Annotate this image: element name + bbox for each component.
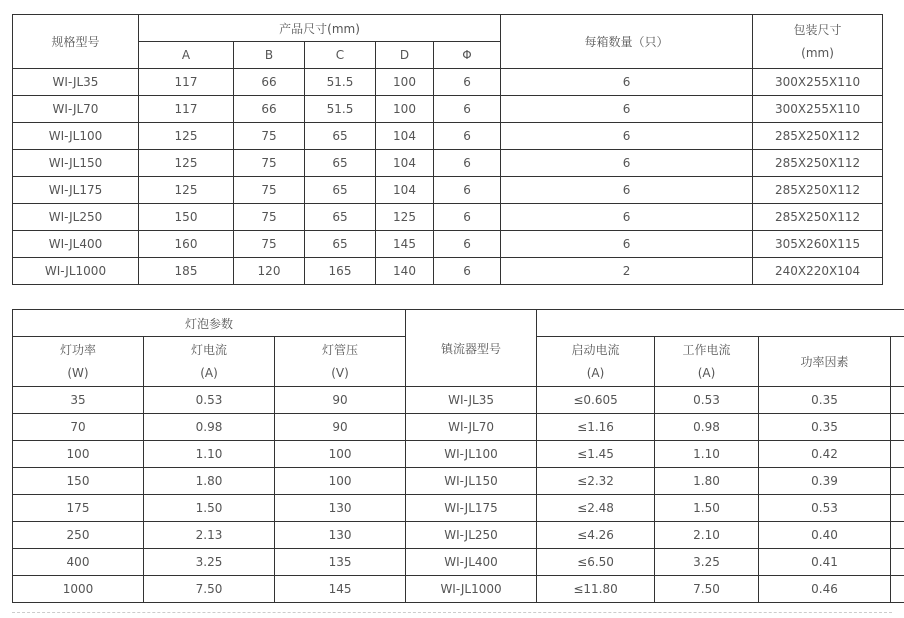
cell-model: WI-JL70 (13, 96, 139, 123)
header-pack-title: 包装尺寸 (793, 22, 842, 37)
cell-qty: 6 (501, 96, 753, 123)
header-work (655, 337, 759, 387)
cell-ballast: WI-JL70 (406, 414, 537, 441)
cell-qty: 6 (501, 204, 753, 231)
cell-power-factor: 0.41 (759, 549, 891, 576)
cell-extra (891, 414, 904, 441)
cell-model: WI-JL400 (13, 231, 139, 258)
cell-start-current: ≤4.26 (537, 522, 655, 549)
header-qty: 每箱数量（只） (501, 15, 753, 69)
cell-dim-b: 75 (234, 231, 305, 258)
cell-dim-phi: 6 (434, 177, 501, 204)
cell-dim-a: 125 (139, 123, 234, 150)
cell-dim-a: 150 (139, 204, 234, 231)
cell-power-factor: 0.39 (759, 468, 891, 495)
cell-current: 0.98 (144, 414, 275, 441)
table-row (13, 414, 904, 441)
header-work-label: 工作电流 (682, 342, 731, 357)
table-row (13, 204, 883, 231)
table-row (13, 258, 883, 285)
cell-dim-c: 65 (305, 150, 376, 177)
cell-model: WI-JL150 (13, 150, 139, 177)
table-row (13, 468, 904, 495)
header-blank-group (537, 310, 904, 337)
cell-current: 7.50 (144, 576, 275, 603)
cell-voltage: 100 (275, 441, 406, 468)
cell-qty: 6 (501, 150, 753, 177)
cell-pack-size: 305X260X115 (753, 231, 883, 258)
header-voltage (275, 337, 406, 387)
cell-power-factor: 0.53 (759, 495, 891, 522)
cell-power: 35 (13, 387, 144, 414)
cell-start-current: ≤2.48 (537, 495, 655, 522)
cell-power: 400 (13, 549, 144, 576)
header-dim-b: B (234, 42, 305, 69)
cell-current: 1.80 (144, 468, 275, 495)
cell-power: 70 (13, 414, 144, 441)
header-current (144, 337, 275, 387)
cell-dim-b: 75 (234, 177, 305, 204)
cell-power: 175 (13, 495, 144, 522)
cell-qty: 2 (501, 258, 753, 285)
cell-voltage: 90 (275, 387, 406, 414)
cell-dim-a: 125 (139, 177, 234, 204)
cell-voltage: 135 (275, 549, 406, 576)
cell-extra (891, 522, 904, 549)
header-bulb-group: 灯泡参数 (13, 310, 406, 337)
table-row (13, 96, 883, 123)
cell-model: WI-JL250 (13, 204, 139, 231)
cell-dim-d: 104 (376, 150, 434, 177)
cell-current: 1.50 (144, 495, 275, 522)
cell-pack-size: 285X250X112 (753, 177, 883, 204)
header-pack-unit: (mm) (801, 45, 834, 60)
table-row (13, 522, 904, 549)
cell-power: 250 (13, 522, 144, 549)
cell-start-current: ≤1.45 (537, 441, 655, 468)
cell-pack-size: 285X250X112 (753, 123, 883, 150)
cell-current: 1.10 (144, 441, 275, 468)
cell-dim-c: 65 (305, 123, 376, 150)
header-dim-d: D (376, 42, 434, 69)
cell-extra (891, 387, 904, 414)
table-row (13, 177, 883, 204)
header-dim-a: A (139, 42, 234, 69)
header-power (13, 337, 144, 387)
header-voltage-unit: (V) (331, 365, 349, 380)
cell-dim-c: 165 (305, 258, 376, 285)
cell-power: 150 (13, 468, 144, 495)
packaging-spec-body (13, 69, 883, 285)
cell-current: 2.13 (144, 522, 275, 549)
cell-dim-phi: 6 (434, 150, 501, 177)
cell-dim-a: 117 (139, 96, 234, 123)
header-ballast: 镇流器型号 (406, 310, 537, 387)
header-start-label: 启动电流 (571, 342, 620, 357)
cell-dim-b: 75 (234, 150, 305, 177)
cell-current: 0.53 (144, 387, 275, 414)
cell-pack-size: 285X250X112 (753, 204, 883, 231)
cell-qty: 6 (501, 69, 753, 96)
cell-voltage: 100 (275, 468, 406, 495)
cell-power: 100 (13, 441, 144, 468)
header-dim-phi: Φ (434, 42, 501, 69)
table-row (13, 69, 883, 96)
cell-dim-phi: 6 (434, 69, 501, 96)
cell-dim-b: 75 (234, 123, 305, 150)
cell-work-current: 1.80 (655, 468, 759, 495)
cell-power-factor: 0.46 (759, 576, 891, 603)
cell-dim-b: 75 (234, 204, 305, 231)
cell-work-current: 0.98 (655, 414, 759, 441)
cell-power-factor: 0.40 (759, 522, 891, 549)
cell-model: WI-JL1000 (13, 258, 139, 285)
cell-qty: 6 (501, 123, 753, 150)
cell-dim-phi: 6 (434, 231, 501, 258)
cell-dim-phi: 6 (434, 258, 501, 285)
table-row (13, 231, 883, 258)
header-work-unit: (A) (697, 365, 716, 380)
cell-dim-phi: 6 (434, 204, 501, 231)
cell-dim-d: 100 (376, 69, 434, 96)
table-row (13, 576, 904, 603)
cell-extra (891, 468, 904, 495)
cell-dim-c: 65 (305, 177, 376, 204)
header-current-label: 灯电流 (190, 342, 227, 357)
packaging-spec-table (12, 14, 883, 285)
header-power-unit: (W) (67, 365, 89, 380)
cell-power: 1000 (13, 576, 144, 603)
header-power-label: 灯功率 (59, 342, 96, 357)
cell-ballast: WI-JL100 (406, 441, 537, 468)
cell-work-current: 1.10 (655, 441, 759, 468)
cell-ballast: WI-JL250 (406, 522, 537, 549)
cell-work-current: 7.50 (655, 576, 759, 603)
cell-work-current: 2.10 (655, 522, 759, 549)
cell-dim-d: 100 (376, 96, 434, 123)
header-voltage-label: 灯管压 (322, 342, 359, 357)
header-pf: 功率因素 (759, 337, 891, 387)
cell-voltage: 145 (275, 576, 406, 603)
table-row (13, 150, 883, 177)
cell-dim-d: 125 (376, 204, 434, 231)
cell-dim-a: 117 (139, 69, 234, 96)
header-start (537, 337, 655, 387)
cell-ballast: WI-JL35 (406, 387, 537, 414)
bottom-divider (12, 612, 892, 613)
cell-start-current: ≤11.80 (537, 576, 655, 603)
cell-voltage: 90 (275, 414, 406, 441)
cell-dim-b: 66 (234, 69, 305, 96)
table-row (13, 441, 904, 468)
cell-dim-b: 66 (234, 96, 305, 123)
table-row (13, 123, 883, 150)
cell-start-current: ≤1.16 (537, 414, 655, 441)
cell-dim-c: 65 (305, 204, 376, 231)
cell-ballast: WI-JL150 (406, 468, 537, 495)
header-dims-group: 产品尺寸(mm) (139, 15, 501, 42)
cell-model: WI-JL35 (13, 69, 139, 96)
cell-dim-d: 104 (376, 123, 434, 150)
cell-current: 3.25 (144, 549, 275, 576)
cell-power-factor: 0.42 (759, 441, 891, 468)
cell-work-current: 3.25 (655, 549, 759, 576)
cell-qty: 6 (501, 231, 753, 258)
cell-start-current: ≤2.32 (537, 468, 655, 495)
cell-voltage: 130 (275, 522, 406, 549)
cell-start-current: ≤6.50 (537, 549, 655, 576)
cell-dim-c: 51.5 (305, 69, 376, 96)
header-pack (753, 15, 883, 69)
electrical-spec-table (12, 309, 904, 603)
cell-dim-d: 145 (376, 231, 434, 258)
cell-ballast: WI-JL175 (406, 495, 537, 522)
table-row (13, 387, 904, 414)
header-current-unit: (A) (200, 365, 218, 380)
cell-pack-size: 300X255X110 (753, 69, 883, 96)
cell-pack-size: 240X220X104 (753, 258, 883, 285)
cell-work-current: 0.53 (655, 387, 759, 414)
cell-model: WI-JL175 (13, 177, 139, 204)
cell-start-current: ≤0.605 (537, 387, 655, 414)
cell-work-current: 1.50 (655, 495, 759, 522)
cell-ballast: WI-JL1000 (406, 576, 537, 603)
electrical-spec-body (13, 387, 904, 603)
table-row (13, 549, 904, 576)
cell-dim-a: 185 (139, 258, 234, 285)
header-start-unit: (A) (586, 365, 605, 380)
cell-model: WI-JL100 (13, 123, 139, 150)
cell-power-factor: 0.35 (759, 414, 891, 441)
cell-pack-size: 285X250X112 (753, 150, 883, 177)
cell-extra (891, 549, 904, 576)
cell-extra (891, 576, 904, 603)
cell-dim-c: 65 (305, 231, 376, 258)
cell-dim-c: 51.5 (305, 96, 376, 123)
cell-extra (891, 495, 904, 522)
cell-extra (891, 441, 904, 468)
table-row (13, 495, 904, 522)
cell-qty: 6 (501, 177, 753, 204)
cell-dim-a: 125 (139, 150, 234, 177)
header-extra (891, 337, 904, 387)
cell-dim-phi: 6 (434, 123, 501, 150)
cell-dim-d: 104 (376, 177, 434, 204)
cell-dim-d: 140 (376, 258, 434, 285)
cell-voltage: 130 (275, 495, 406, 522)
cell-power-factor: 0.35 (759, 387, 891, 414)
cell-dim-a: 160 (139, 231, 234, 258)
cell-dim-phi: 6 (434, 96, 501, 123)
header-model: 规格型号 (13, 15, 139, 69)
header-dim-c: C (305, 42, 376, 69)
cell-dim-b: 120 (234, 258, 305, 285)
cell-ballast: WI-JL400 (406, 549, 537, 576)
cell-pack-size: 300X255X110 (753, 96, 883, 123)
